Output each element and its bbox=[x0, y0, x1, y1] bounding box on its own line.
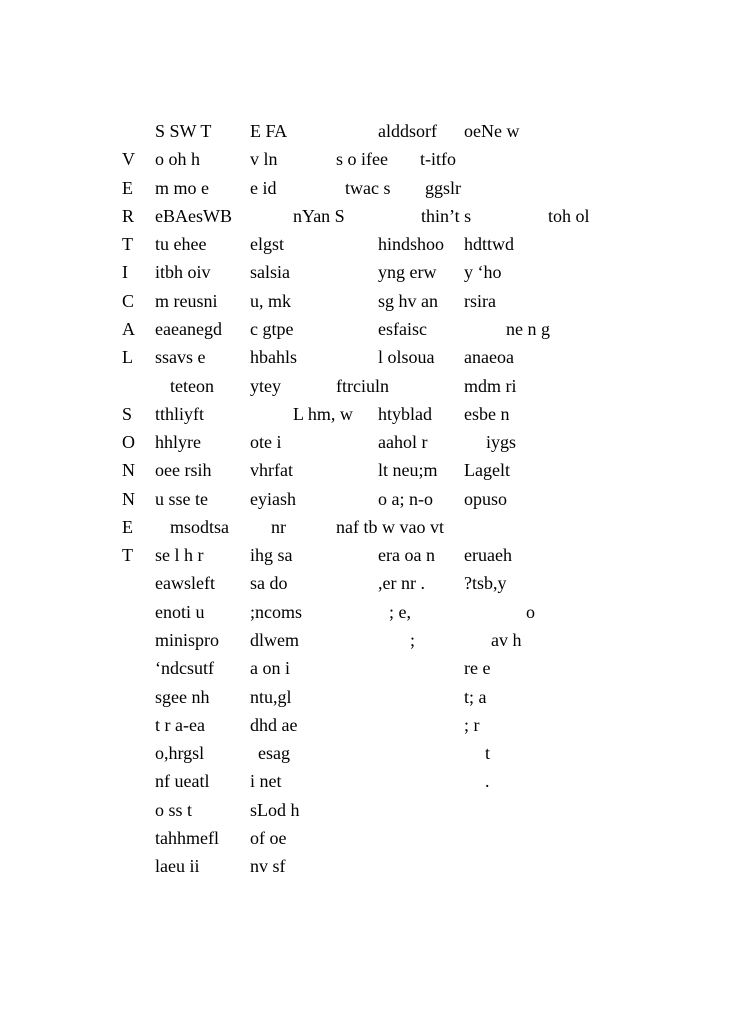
acrostic-letter: C bbox=[122, 290, 135, 311]
text-column-1: hhlyre bbox=[155, 432, 201, 453]
acrostic-letter: I bbox=[122, 262, 128, 283]
text-column-4: esbe n bbox=[464, 403, 510, 424]
text-column-3: s o ifee bbox=[336, 149, 388, 170]
text-column-4: o bbox=[526, 601, 535, 622]
text-column-2: nr bbox=[271, 516, 286, 537]
acrostic-letter: N bbox=[122, 488, 135, 509]
text-column-2: hbahls bbox=[250, 347, 297, 368]
text-line bbox=[0, 174, 734, 202]
text-column-3: aahol r bbox=[378, 432, 428, 453]
text-column-4: hdttwd bbox=[464, 234, 515, 255]
text-column-2: u, mk bbox=[250, 290, 292, 311]
text-column-3: lt neu;m bbox=[378, 460, 438, 481]
text-line bbox=[0, 513, 734, 541]
text-column-2: v ln bbox=[250, 149, 278, 170]
text-line bbox=[0, 796, 734, 824]
text-line bbox=[0, 541, 734, 569]
text-line bbox=[0, 117, 734, 145]
text-line bbox=[0, 654, 734, 682]
acrostic-letter: A bbox=[122, 318, 135, 339]
text-line bbox=[0, 400, 734, 428]
text-column-4: rsira bbox=[464, 290, 496, 311]
text-column-1: eawsleft bbox=[155, 573, 215, 594]
text-column-2: nv sf bbox=[250, 856, 286, 877]
text-column-4: eruaeh bbox=[464, 545, 512, 566]
text-column-4: . bbox=[485, 771, 490, 792]
text-line bbox=[0, 145, 734, 173]
text-column-1: t r a-ea bbox=[155, 714, 205, 735]
text-column-4: ; r bbox=[464, 714, 480, 735]
text-line bbox=[0, 315, 734, 343]
text-line bbox=[0, 258, 734, 286]
text-column-4: ?tsb,y bbox=[464, 573, 507, 594]
text-column-4: mdm ri bbox=[464, 375, 517, 396]
text-line bbox=[0, 428, 734, 456]
text-column-2: sLod h bbox=[250, 799, 300, 820]
text-column-1: tahhmefl bbox=[155, 828, 219, 848]
text-column-2: elgst bbox=[250, 234, 284, 255]
text-line bbox=[0, 569, 734, 597]
text-column-2: a on i bbox=[250, 658, 290, 679]
text-column-2: e id bbox=[250, 177, 277, 198]
text-column-2: L hm, w bbox=[293, 403, 353, 424]
text-column-3: sg hv an bbox=[378, 290, 438, 311]
text-column-1: o ss t bbox=[155, 799, 193, 820]
acrostic-letter: N bbox=[122, 460, 135, 481]
text-column-1: ‘ndcsutf bbox=[155, 658, 214, 679]
text-line bbox=[0, 598, 734, 626]
text-column-2: i net bbox=[250, 771, 282, 792]
text-column-1: enoti u bbox=[155, 601, 205, 622]
text-column-3: esfaisc bbox=[378, 318, 427, 339]
text-column-3: l olsoua bbox=[378, 347, 435, 368]
text-column-3: ; e, bbox=[389, 601, 411, 622]
text-column-2: dhd ae bbox=[250, 714, 298, 735]
text-column-1: teteon bbox=[170, 375, 214, 396]
text-column-2: ytey bbox=[250, 375, 281, 396]
text-line bbox=[0, 230, 734, 258]
text-column-2: salsia bbox=[250, 262, 290, 283]
text-column-4: iygs bbox=[486, 432, 517, 453]
text-column-4: y ‘ho bbox=[464, 262, 502, 283]
text-column-2: ntu,gl bbox=[250, 686, 292, 707]
text-column-1: minispro bbox=[155, 630, 220, 651]
text-column-3: yng erw bbox=[378, 262, 437, 283]
text-column-2: nYan S bbox=[293, 205, 345, 226]
acrostic-letter: T bbox=[122, 545, 133, 566]
text-column-4: oeNe w bbox=[464, 121, 520, 141]
acrostic-letter: R bbox=[122, 205, 135, 226]
text-column-3: ; bbox=[410, 630, 416, 651]
text-column-2: ;ncoms bbox=[250, 601, 302, 622]
text-column-2: of oe bbox=[250, 828, 287, 848]
text-column-2: E FA bbox=[250, 121, 288, 141]
text-column-1: S SW T bbox=[155, 121, 212, 141]
text-column-4: t-itfo bbox=[420, 149, 456, 170]
text-column-2: esag bbox=[258, 743, 290, 764]
text-line bbox=[0, 287, 734, 315]
text-column-1: laeu ii bbox=[155, 856, 200, 877]
text-line bbox=[0, 767, 734, 795]
text-column-4: ne n g bbox=[506, 318, 550, 339]
acrostic-letter: O bbox=[122, 432, 135, 453]
text-column-1: oee rsih bbox=[155, 460, 212, 481]
text-column-1: se l h r bbox=[155, 545, 204, 566]
text-line bbox=[0, 456, 734, 484]
text-column-3: ,er nr . bbox=[378, 573, 425, 594]
text-column-4: re e bbox=[464, 658, 491, 679]
acrostic-letter: E bbox=[122, 516, 133, 537]
text-line bbox=[0, 739, 734, 767]
text-column-3: era oa n bbox=[378, 545, 435, 566]
text-column-3: thin’t s bbox=[421, 205, 472, 226]
text-column-1: o,hrgsl bbox=[155, 743, 205, 764]
text-column-3: htyblad bbox=[378, 403, 432, 424]
text-column-4: toh ol bbox=[548, 205, 590, 226]
text-column-3: o a; n-o bbox=[378, 488, 433, 509]
text-column-1: msodtsa bbox=[170, 516, 230, 537]
text-column-1: nf ueatl bbox=[155, 771, 210, 792]
text-line bbox=[0, 683, 734, 711]
text-column-3: alddsorf bbox=[378, 121, 437, 141]
text-column-3: naf tb w vao vt bbox=[336, 516, 444, 537]
text-column-3: ftrciuln bbox=[336, 375, 389, 396]
acrostic-letter: T bbox=[122, 234, 133, 255]
text-line bbox=[0, 626, 734, 654]
text-column-1: tu ehee bbox=[155, 234, 207, 255]
text-line bbox=[0, 343, 734, 371]
text-column-1: sgee nh bbox=[155, 686, 210, 707]
text-column-1: m mo e bbox=[155, 177, 209, 198]
text-column-3: hindshoo bbox=[378, 234, 445, 255]
text-column-2: sa do bbox=[250, 573, 288, 594]
text-line bbox=[0, 824, 734, 852]
text-column-1: ssavs e bbox=[155, 347, 206, 368]
text-column-2: eyiash bbox=[250, 488, 296, 509]
text-column-1: u sse te bbox=[155, 488, 208, 509]
text-column-2: dlwem bbox=[250, 630, 299, 651]
text-column-2: vhrfat bbox=[250, 460, 293, 481]
acrostic-letter: V bbox=[122, 149, 135, 170]
acrostic-letter: S bbox=[122, 403, 133, 424]
text-column-3: twac s bbox=[345, 177, 391, 198]
text-column-1: o oh h bbox=[155, 149, 200, 170]
text-column-1: eBAesWB bbox=[155, 205, 232, 226]
text-column-2: ihg sa bbox=[250, 545, 293, 566]
text-column-2: c gtpe bbox=[250, 318, 294, 339]
text-line bbox=[0, 852, 734, 880]
text-column-1: eaeanegd bbox=[155, 318, 222, 339]
text-column-4: ggslr bbox=[425, 177, 461, 198]
text-column-4: anaeoa bbox=[464, 347, 514, 368]
text-column-2: ote i bbox=[250, 432, 282, 453]
text-line bbox=[0, 372, 734, 400]
acrostic-letter: E bbox=[122, 177, 133, 198]
text-column-1: itbh oiv bbox=[155, 262, 211, 283]
text-column-4: t bbox=[485, 743, 491, 764]
text-column-4: t; a bbox=[464, 686, 487, 707]
text-line bbox=[0, 485, 734, 513]
text-column-1: m reusni bbox=[155, 290, 218, 311]
text-column-4: av h bbox=[491, 630, 522, 651]
text-column-4: Lagelt bbox=[464, 460, 510, 481]
text-column-1: tthliyft bbox=[155, 403, 204, 424]
acrostic-letter: L bbox=[122, 347, 133, 368]
text-column-4: opuso bbox=[464, 488, 508, 509]
text-line bbox=[0, 711, 734, 739]
text-line bbox=[0, 202, 734, 230]
